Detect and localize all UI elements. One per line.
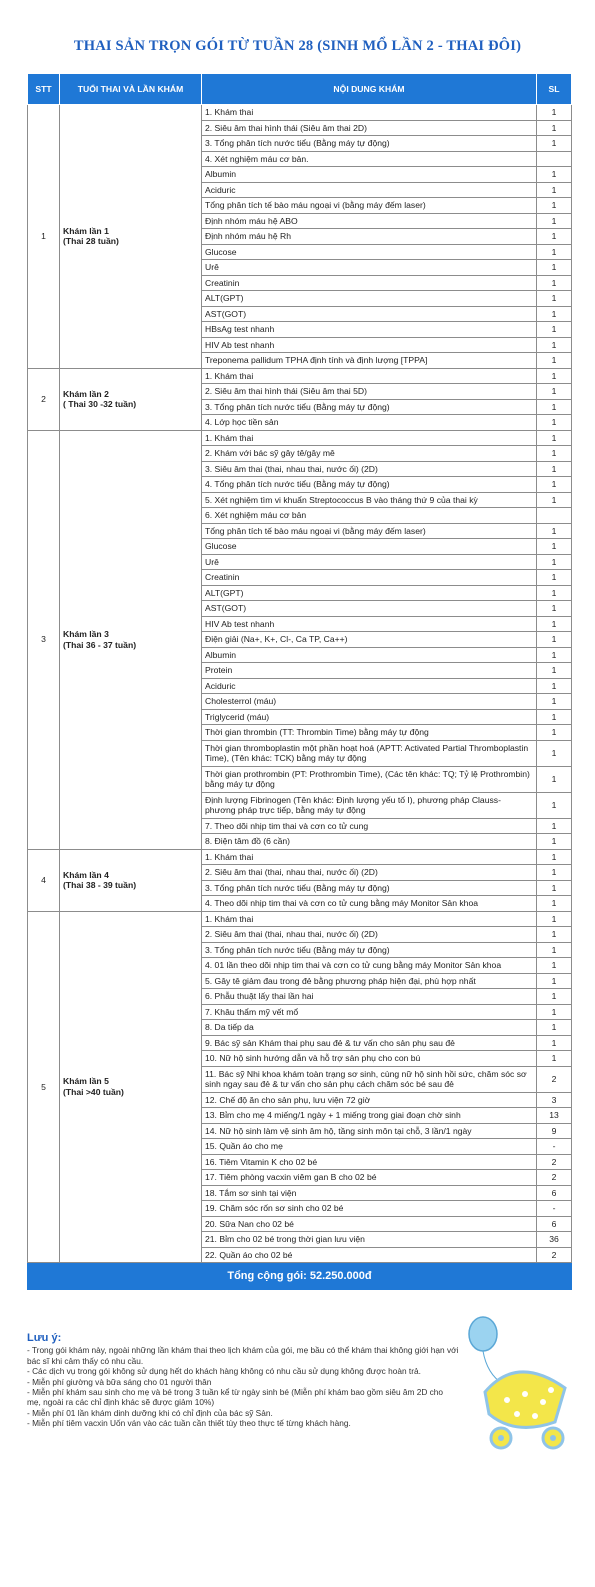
item-quantity: 1	[537, 942, 572, 958]
item-description: 6. Xét nghiệm máu cơ bản	[202, 508, 537, 524]
item-description: Định nhóm máu hệ Rh	[202, 229, 537, 245]
item-description: 3. Tổng phân tích nước tiểu (Bằng máy tự động)	[202, 880, 537, 896]
item-quantity: 1	[537, 322, 572, 338]
item-description: Định nhóm máu hệ ABO	[202, 213, 537, 229]
item-quantity: 1	[537, 105, 572, 121]
item-quantity: 1	[537, 337, 572, 353]
item-description: HBsAg test nhanh	[202, 322, 537, 338]
item-quantity: 1	[537, 523, 572, 539]
item-quantity: 1	[537, 818, 572, 834]
item-quantity: 1	[537, 725, 572, 741]
notes-section	[27, 1333, 459, 1429]
item-quantity: 2	[537, 1247, 572, 1263]
item-description: Creatinin	[202, 570, 537, 586]
table-row	[28, 368, 572, 384]
item-description: 2. Siêu âm thai hình thái (Siêu âm thai 2D)	[202, 120, 537, 136]
item-quantity: 1	[537, 834, 572, 850]
item-quantity: 3	[537, 1092, 572, 1108]
table-row	[28, 849, 572, 865]
visit-week: (Thai 36 - 37 tuần)	[63, 639, 137, 650]
item-description: Protein	[202, 663, 537, 679]
item-description: 6. Phẫu thuật lấy thai lần hai	[202, 989, 537, 1005]
item-description: 4. Tổng phân tích nước tiểu (Bằng máy tự động)	[202, 477, 537, 493]
item-quantity: 1	[537, 244, 572, 260]
item-description: 1. Khám thai	[202, 368, 537, 384]
item-description: Urê	[202, 260, 537, 276]
visit-week: (Thai 28 tuần)	[63, 236, 119, 247]
item-description: 3. Siêu âm thai (thai, nhau thai, nước ối) (2D)	[202, 461, 537, 477]
item-quantity: 1	[537, 213, 572, 229]
header-content: NỘI DUNG KHÁM	[202, 74, 537, 105]
item-quantity	[537, 151, 572, 167]
item-description: 18. Tắm sơ sinh tại viện	[202, 1185, 537, 1201]
item-quantity: 1	[537, 647, 572, 663]
item-quantity: 1	[537, 229, 572, 245]
item-quantity: 6	[537, 1216, 572, 1232]
item-description: 20. Sữa Nan cho 02 bé	[202, 1216, 537, 1232]
item-quantity: 1	[537, 865, 572, 881]
item-description: Cholesterrol (máu)	[202, 694, 537, 710]
item-description: 12. Chế độ ăn cho sản phụ, lưu viện 72 giờ	[202, 1092, 537, 1108]
item-quantity: 1	[537, 306, 572, 322]
item-description: 5. Xét nghiệm tìm vi khuẩn Streptococcus B vào tháng thứ 9 của thai kỳ	[202, 492, 537, 508]
item-description: 9. Bác sỹ sản Khám thai phụ sau đẻ & tư vấn cho sản phụ sau đẻ	[202, 1035, 537, 1051]
visit-label: Khám lần 5	[63, 1076, 109, 1087]
visit-week: (Thai 38 - 39 tuần)	[63, 880, 137, 890]
item-description: 1. Khám thai	[202, 849, 537, 865]
item-quantity: 1	[537, 182, 572, 198]
item-description: 4. Lớp học tiền sản	[202, 415, 537, 431]
item-description: 19. Chăm sóc rốn sơ sinh cho 02 bé	[202, 1201, 537, 1217]
notes-title: Lưu ý:	[27, 1332, 62, 1344]
item-quantity: 1	[537, 1004, 572, 1020]
note-item: - Miễn phí tiêm vacxin Uốn ván vào các tuần cần thiết tùy theo thực tế từng khách hàng.	[27, 1418, 351, 1429]
item-quantity: 1	[537, 1020, 572, 1036]
item-description: 3. Tổng phân tích nước tiểu (Bằng máy tự động)	[202, 399, 537, 415]
item-quantity: 36	[537, 1232, 572, 1248]
item-description: 11. Bác sỹ Nhi khoa khám toàn trạng sơ sinh, cùng nữ hộ sinh hồi sức, chăm sóc sơ sinh ngay sau đẻ & tư vấn cho sản phụ cách chăm sóc bé sau đẻ	[202, 1066, 537, 1092]
visit-cell	[60, 368, 202, 430]
item-quantity: 1	[537, 198, 572, 214]
item-quantity: 1	[537, 353, 572, 369]
visit-cell	[60, 430, 202, 849]
item-quantity: 1	[537, 849, 572, 865]
item-description: 14. Nữ hộ sinh làm vệ sinh âm hộ, tầng sinh môn tại chỗ, 3 lần/1 ngày	[202, 1123, 537, 1139]
item-quantity: 1	[537, 766, 572, 792]
item-quantity: 1	[537, 446, 572, 462]
row-stt: 5	[28, 911, 60, 1263]
item-description: Tổng phân tích tế bào máu ngoại vi (bằng máy đếm laser)	[202, 198, 537, 214]
note-item: - Miễn phí giường và bữa sáng cho 01 người thân	[27, 1376, 212, 1387]
item-quantity: 9	[537, 1123, 572, 1139]
item-description: Glucose	[202, 244, 537, 260]
note-item: - Miễn phí khám sau sinh cho mẹ và bé trong 3 tuần kể từ ngày sinh bé (Miễn phí khám bao gồm siêu âm 2D cho mẹ, ngoài ra các chỉ định khác sẽ được giảm 10%)	[27, 1387, 444, 1408]
item-description: 7. Theo dõi nhịp tim thai và cơn co tử cung	[202, 818, 537, 834]
item-quantity: 1	[537, 663, 572, 679]
item-quantity: 1	[537, 958, 572, 974]
item-description: 7. Khâu thẩm mỹ vết mổ	[202, 1004, 537, 1020]
item-description: 2. Siêu âm thai (thai, nhau thai, nước ối) (2D)	[202, 865, 537, 881]
item-quantity: 13	[537, 1108, 572, 1124]
item-description: 13. Bỉm cho mẹ 4 miếng/1 ngày + 1 miếng trong giai đoạn chờ sinh	[202, 1108, 537, 1124]
item-quantity: 1	[537, 709, 572, 725]
item-quantity: 1	[537, 415, 572, 431]
item-quantity: 1	[537, 120, 572, 136]
row-stt: 3	[28, 430, 60, 849]
item-quantity: 1	[537, 911, 572, 927]
visit-label: Khám lần 4	[63, 869, 109, 880]
note-item: - Miễn phí 01 lần khám dinh dưỡng khi có chỉ định của bác sỹ Sản.	[27, 1407, 273, 1418]
item-description: Thời gian prothrombin (PT: Prothrombin Time), (Các tên khác: TQ; Tỷ lệ Prothrombin) bằng máy tự động	[202, 766, 537, 792]
item-quantity: 1	[537, 384, 572, 400]
item-quantity: 1	[537, 880, 572, 896]
table-row	[28, 911, 572, 927]
stroller-balloon-icon	[455, 1314, 580, 1454]
package-table	[27, 73, 572, 1290]
item-quantity: 6	[537, 1185, 572, 1201]
item-quantity: -	[537, 1139, 572, 1155]
item-description: AST(GOT)	[202, 306, 537, 322]
item-quantity: 1	[537, 554, 572, 570]
item-description: Định lượng Fibrinogen (Tên khác: Định lượng yếu tố I), phương pháp Clauss- phương pháp trực tiếp, bằng máy tự động	[202, 792, 537, 818]
item-description: 4. 01 lần theo dõi nhịp tim thai và cơn co tử cung bằng máy Monitor Sản khoa	[202, 958, 537, 974]
header-qty: SL	[537, 74, 572, 105]
visit-label: Khám lần 3	[63, 629, 109, 639]
visit-week: ( Thai 30 -32 tuần)	[63, 399, 137, 409]
item-description: 2. Siêu âm thai (thai, nhau thai, nước ối) (2D)	[202, 927, 537, 943]
item-quantity: 1	[537, 989, 572, 1005]
item-description: Thời gian thromboplastin một phần hoạt hoá (APTT: Activated Partial Thromboplastin Time), (Tên khác: TCK) bằng máy tự động	[202, 740, 537, 766]
item-description: 4. Xét nghiệm máu cơ bản.	[202, 151, 537, 167]
item-quantity: 1	[537, 291, 572, 307]
item-quantity: 1	[537, 430, 572, 446]
table-row	[28, 105, 572, 121]
item-description: Treponema pallidum TPHA định tính và định lượng [TPPA]	[202, 353, 537, 369]
item-quantity: 1	[537, 167, 572, 183]
item-quantity: 1	[537, 973, 572, 989]
item-quantity: 1	[537, 896, 572, 912]
item-quantity: 1	[537, 632, 572, 648]
item-description: 21. Bỉm cho 02 bé trong thời gian lưu viện	[202, 1232, 537, 1248]
item-description: 1. Khám thai	[202, 911, 537, 927]
total-price: Tổng cộng gói: 52.250.000đ	[28, 1263, 572, 1290]
item-quantity: 1	[537, 1051, 572, 1067]
item-quantity: 1	[537, 368, 572, 384]
item-quantity: 2	[537, 1170, 572, 1186]
item-description: Tổng phân tích tế bào máu ngoại vi (bằng máy đếm laser)	[202, 523, 537, 539]
visit-label: Khám lần 2	[63, 388, 109, 399]
item-description: AST(GOT)	[202, 601, 537, 617]
item-quantity: 1	[537, 694, 572, 710]
item-quantity	[537, 508, 572, 524]
header-stt: STT	[28, 74, 60, 105]
total-row	[28, 1263, 572, 1290]
item-quantity: -	[537, 1201, 572, 1217]
header-visit: TUỔI THAI VÀ LẦN KHÁM	[60, 74, 202, 105]
item-quantity: 2	[537, 1154, 572, 1170]
item-quantity: 1	[537, 740, 572, 766]
item-description: 8. Da tiếp da	[202, 1020, 537, 1036]
item-description: ALT(GPT)	[202, 585, 537, 601]
item-description: HIV Ab test nhanh	[202, 337, 537, 353]
item-quantity: 1	[537, 616, 572, 632]
table-row	[28, 430, 572, 446]
item-quantity: 1	[537, 477, 572, 493]
visit-cell	[60, 849, 202, 911]
item-quantity: 1	[537, 260, 572, 276]
item-quantity: 1	[537, 792, 572, 818]
item-description: 17. Tiêm phòng vacxin viêm gan B cho 02 bé	[202, 1170, 537, 1186]
item-quantity: 1	[537, 927, 572, 943]
item-quantity: 1	[537, 136, 572, 152]
item-description: Albumin	[202, 647, 537, 663]
item-description: 10. Nữ hộ sinh hướng dẫn và hỗ trợ sản phụ cho con bú	[202, 1051, 537, 1067]
visit-cell	[60, 911, 202, 1263]
item-description: 1. Khám thai	[202, 105, 537, 121]
item-quantity: 1	[537, 1035, 572, 1051]
row-stt: 1	[28, 105, 60, 369]
item-description: 5. Gây tê giảm đau trong đẻ bằng phương pháp hiện đại, phù hợp nhất	[202, 973, 537, 989]
item-description: Aciduric	[202, 182, 537, 198]
table-header	[28, 74, 572, 105]
visit-cell	[60, 105, 202, 369]
item-description: Aciduric	[202, 678, 537, 694]
note-item: - Trong gói khám này, ngoài những lần khám thai theo lịch khám của gói, mẹ bầu có thể khám thai không giới hạn với bác sĩ khi cảm thấy có nhu cầu.	[27, 1345, 459, 1366]
item-quantity: 1	[537, 461, 572, 477]
note-item: - Các dịch vụ trong gói không sử dụng hết do khách hàng không có nhu cầu sử dụng không được hoàn trả.	[27, 1366, 421, 1377]
item-quantity: 1	[537, 275, 572, 291]
visit-week: (Thai >40 tuần)	[63, 1086, 124, 1097]
item-description: 3. Tổng phân tích nước tiểu (Bằng máy tự động)	[202, 942, 537, 958]
item-description: ALT(GPT)	[202, 291, 537, 307]
item-description: 2. Khám với bác sỹ gây tê/gây mê	[202, 446, 537, 462]
row-stt: 4	[28, 849, 60, 911]
item-description: Triglycerid (máu)	[202, 709, 537, 725]
item-quantity: 1	[537, 585, 572, 601]
item-description: 1. Khám thai	[202, 430, 537, 446]
item-quantity: 1	[537, 601, 572, 617]
item-quantity: 1	[537, 570, 572, 586]
visit-label: Khám lần 1	[63, 225, 109, 236]
item-description: HIV Ab test nhanh	[202, 616, 537, 632]
item-quantity: 1	[537, 539, 572, 555]
item-description: 2. Siêu âm thai hình thái (Siêu âm thai 5D)	[202, 384, 537, 400]
item-quantity: 2	[537, 1066, 572, 1092]
row-stt: 2	[28, 368, 60, 430]
item-description: 3. Tổng phân tích nước tiểu (Bằng máy tự động)	[202, 136, 537, 152]
item-description: 15. Quần áo cho mẹ	[202, 1139, 537, 1155]
item-description: Điện giải (Na+, K+, Cl-, Ca TP, Ca++)	[202, 632, 537, 648]
item-description: 8. Điện tâm đồ (6 cần)	[202, 834, 537, 850]
item-quantity: 1	[537, 492, 572, 508]
item-description: 22. Quần áo cho 02 bé	[202, 1247, 537, 1263]
item-description: 4. Theo dõi nhịp tim thai và cơn co tử cung bằng máy Monitor Sản khoa	[202, 896, 537, 912]
item-description: Urê	[202, 554, 537, 570]
item-quantity: 1	[537, 399, 572, 415]
page-title: THAI SẢN TRỌN GÓI TỪ TUẦN 28 (SINH MỔ LẦN 2 - THAI ĐÔI)	[73, 38, 522, 54]
item-quantity: 1	[537, 678, 572, 694]
item-description: Albumin	[202, 167, 537, 183]
item-description: Thời gian thrombin (TT: Thrombin Time) bằng máy tự động	[202, 725, 537, 741]
item-description: Glucose	[202, 539, 537, 555]
item-description: 16. Tiêm Vitamin K cho 02 bé	[202, 1154, 537, 1170]
item-description: Creatinin	[202, 275, 537, 291]
